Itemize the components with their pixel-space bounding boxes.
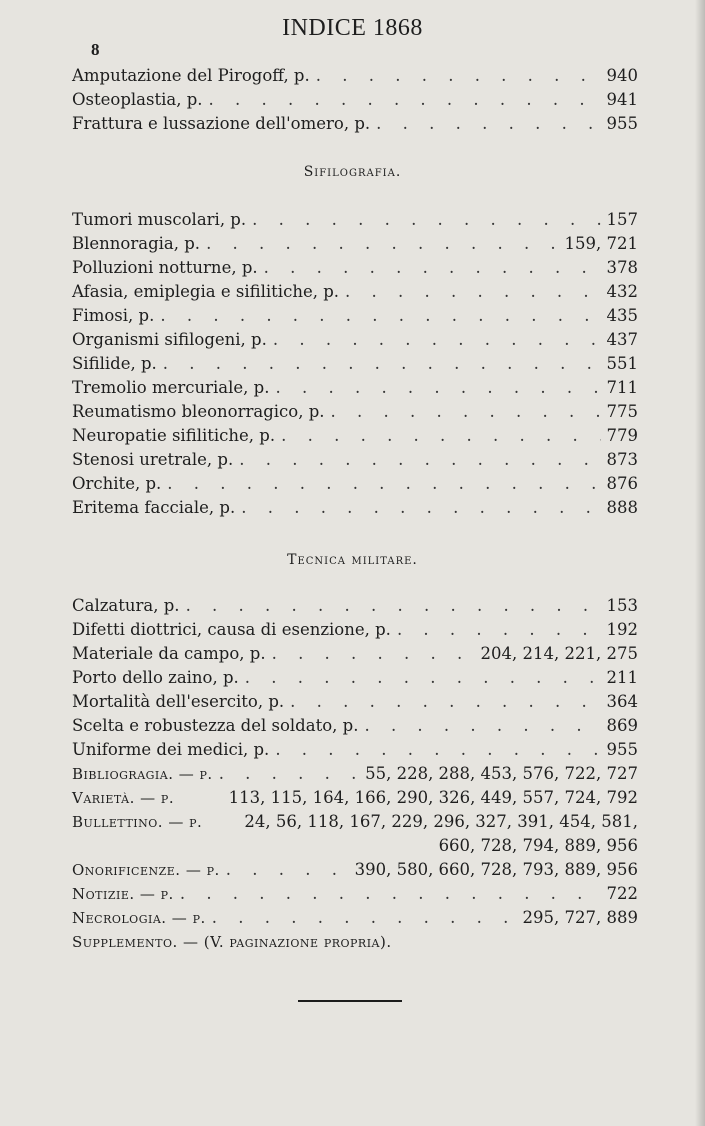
- entry-label: Bibliogragia. — p.: [72, 765, 213, 783]
- entry-pages: 869: [606, 716, 638, 735]
- entry-label: Stenosi uretrale, p.: [72, 450, 234, 469]
- leader-dots: [212, 906, 517, 930]
- entry-label: Osteoplastia, p.: [72, 90, 203, 109]
- entry-label: Porto dello zaino, p.: [72, 668, 239, 687]
- index-entry: [72, 328, 638, 352]
- entry-label: Frattura e lussazione dell'omero, p.: [72, 114, 371, 133]
- index-entry: [72, 448, 638, 472]
- leader-dots: [272, 642, 475, 666]
- index-entry: [72, 594, 638, 618]
- entry-pages: 940: [606, 66, 638, 85]
- leader-dots: [281, 424, 600, 448]
- entry-pages: 364: [606, 692, 638, 711]
- leader-dots: [209, 88, 601, 112]
- index-entry: [72, 810, 638, 834]
- entry-label: Bullettino. — p.: [72, 813, 203, 831]
- index-entry: [72, 208, 638, 232]
- entry-pages: 779: [606, 426, 638, 445]
- index-entry: [72, 88, 638, 112]
- index-entry: [72, 642, 638, 666]
- entry-pages: 722: [606, 884, 638, 903]
- index-entry: [72, 666, 638, 690]
- leader-dots: [167, 472, 600, 496]
- leader-dots: [160, 304, 600, 328]
- index-entry: [72, 930, 638, 954]
- entry-pages: 955: [606, 114, 638, 133]
- entry-pages: 775: [606, 402, 638, 421]
- entry-label: Blennoragia, p.: [72, 234, 201, 253]
- index-entry: [72, 714, 638, 738]
- entry-label: Materiale da campo, p.: [72, 644, 266, 663]
- section-heading-tecnica-militare: Tecnica militare.: [287, 552, 418, 568]
- entry-pages: 204, 214, 221, 275: [480, 644, 638, 663]
- entry-pages: 435: [606, 306, 638, 325]
- entry-label: Scelta e robustezza del soldato, p.: [72, 716, 359, 735]
- entry-label: Onorificenze. — p.: [72, 861, 220, 879]
- leader-dots: [219, 762, 359, 786]
- leader-dots: [345, 280, 600, 304]
- entry-label: Reumatismo bleonorragico, p.: [72, 402, 325, 421]
- running-title: INDICE 1868: [282, 15, 423, 41]
- leader-dots: [331, 400, 601, 424]
- entry-pages: 192: [606, 620, 638, 639]
- index-entry: [72, 906, 638, 930]
- leader-dots: [226, 858, 349, 882]
- closing-rule: [298, 1000, 402, 1002]
- leader-dots: [245, 666, 601, 690]
- index-entry: [72, 400, 638, 424]
- leader-dots: [206, 232, 558, 256]
- entry-pages: 24, 56, 118, 167, 229, 296, 327, 391, 454, 581,: [244, 812, 638, 831]
- entry-pages: 551: [606, 354, 638, 373]
- index-entry: [72, 738, 638, 762]
- leader-dots: [275, 738, 600, 762]
- section-heading-sifilografia: Sifilografia.: [303, 164, 402, 180]
- leader-dots: [275, 376, 600, 400]
- entry-pages: 873: [606, 450, 638, 469]
- entry-label: Mortalità dell'esercito, p.: [72, 692, 285, 711]
- entry-pages: 55, 228, 288, 453, 576, 722, 727: [365, 764, 638, 783]
- entry-label: Polluzioni notturne, p.: [72, 258, 258, 277]
- index-entry: [72, 256, 638, 280]
- entry-label: Necrologia. — p.: [72, 909, 206, 927]
- index-entry: [72, 858, 638, 882]
- leader-dots: [180, 882, 601, 906]
- entry-label: Sifilide, p.: [72, 354, 157, 373]
- index-entry: [72, 762, 638, 786]
- leader-dots: [290, 690, 600, 714]
- index-entry-continuation: [72, 834, 638, 858]
- leader-dots: [397, 618, 601, 642]
- entry-label: Organismi sifilogeni, p.: [72, 330, 267, 349]
- entry-label: Difetti diottrici, causa di esenzione, p.: [72, 620, 391, 639]
- entry-pages: 157: [606, 210, 638, 229]
- index-entry: [72, 496, 638, 520]
- entry-pages: 113, 115, 164, 166, 290, 326, 449, 557, 724, 792: [228, 788, 638, 807]
- entry-label: Fimosi, p.: [72, 306, 155, 325]
- entry-pages: 432: [606, 282, 638, 301]
- leader-dots: [264, 256, 601, 280]
- entry-label: Tremolio mercuriale, p.: [72, 378, 270, 397]
- index-entry: [72, 352, 638, 376]
- page-number: 8: [91, 40, 100, 59]
- leader-dots: [252, 208, 600, 232]
- index-entry: [72, 376, 638, 400]
- entry-label: Tumori muscolari, p.: [72, 210, 247, 229]
- entry-pages-continuation: 660, 728, 794, 889, 956: [438, 836, 638, 855]
- entry-pages: 941: [606, 90, 638, 109]
- entry-pages: 888: [606, 498, 638, 517]
- index-entry: [72, 618, 638, 642]
- entry-pages: 295, 727, 889: [522, 908, 638, 927]
- leader-dots: [186, 594, 601, 618]
- index-entry: [72, 280, 638, 304]
- index-entry: [72, 304, 638, 328]
- entry-label: Orchite, p.: [72, 474, 162, 493]
- index-entry: [72, 882, 638, 906]
- index-entry: [72, 64, 638, 88]
- entry-label: Amputazione del Pirogoff, p.: [72, 66, 310, 85]
- leader-dots: [239, 448, 600, 472]
- index-entry: [72, 112, 638, 136]
- entry-pages: 876: [606, 474, 638, 493]
- leader-dots: [316, 64, 601, 88]
- entry-label: Notizie. — p.: [72, 885, 174, 903]
- entry-pages: 955: [606, 740, 638, 759]
- index-entry: [72, 424, 638, 448]
- entry-pages: 211: [606, 668, 638, 687]
- entry-label: Eritema facciale, p.: [72, 498, 236, 517]
- leader-dots: [376, 112, 600, 136]
- leader-dots: [364, 714, 600, 738]
- entry-label: Uniforme dei medici, p.: [72, 740, 270, 759]
- entry-label: Neuropatie sifilitiche, p.: [72, 426, 276, 445]
- entry-label: Varietà. — p.: [72, 789, 175, 807]
- index-entry: [72, 232, 638, 256]
- entry-label: Afasia, emiplegia e sifilitiche, p.: [72, 282, 340, 301]
- leader-dots: [241, 496, 600, 520]
- index-entry: [72, 472, 638, 496]
- entry-pages: 390, 580, 660, 728, 793, 889, 956: [354, 860, 638, 879]
- entry-pages: 153: [606, 596, 638, 615]
- leader-dots: [163, 352, 601, 376]
- index-entry: [72, 690, 638, 714]
- entry-pages: 711: [606, 378, 638, 397]
- entry-label: Supplemento. — (V. paginazione propria).: [72, 933, 392, 951]
- entry-label: Calzatura, p.: [72, 596, 180, 615]
- index-entry: [72, 786, 638, 810]
- entry-pages: 378: [606, 258, 638, 277]
- leader-dots: [273, 328, 601, 352]
- entry-pages: 159, 721: [564, 234, 638, 253]
- entry-pages: 437: [606, 330, 638, 349]
